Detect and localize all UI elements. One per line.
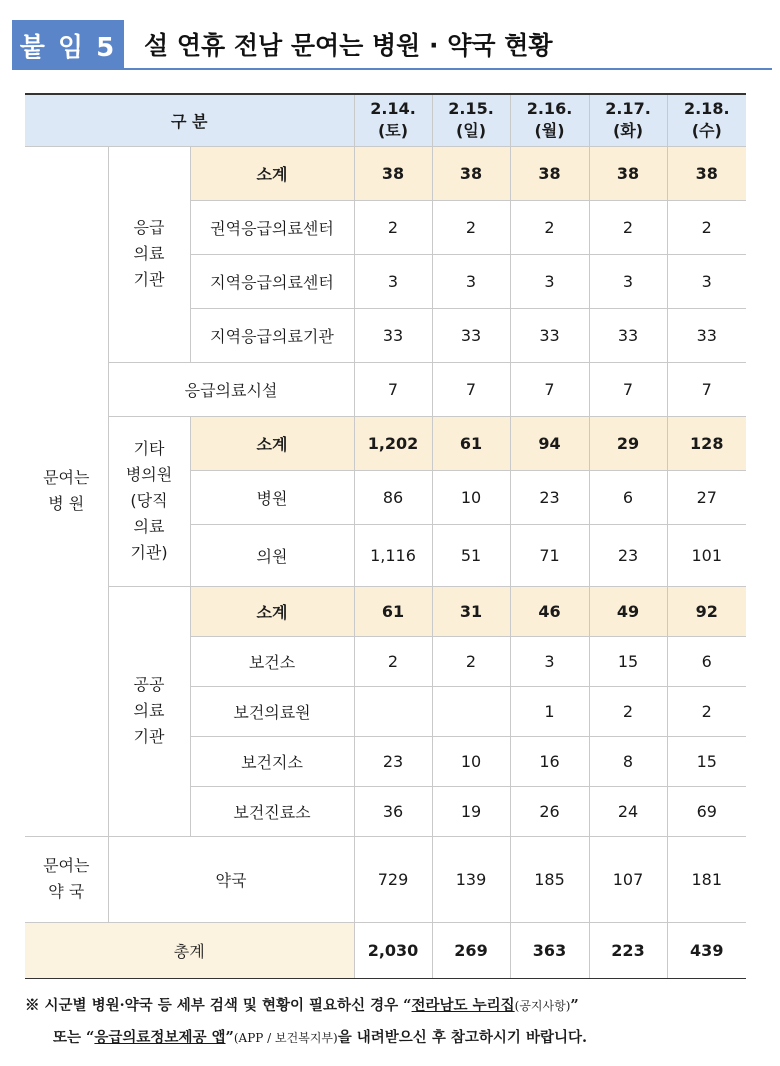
- cell-value: 38: [667, 146, 746, 200]
- row-label: 권역응급의료센터: [190, 200, 354, 254]
- row-label: 병원: [190, 470, 354, 524]
- table-row: [25, 146, 746, 200]
- cell-value: 363: [510, 922, 589, 978]
- cell-value: [432, 686, 510, 736]
- cell-value: 181: [667, 836, 746, 922]
- cell-value: 1,116: [354, 524, 432, 586]
- cell-value: 16: [510, 736, 589, 786]
- cell-value: 15: [667, 736, 746, 786]
- cell-value: 38: [510, 146, 589, 200]
- header-row: [25, 94, 746, 146]
- cell-value: 49: [589, 586, 667, 636]
- cell-value: 7: [354, 362, 432, 416]
- cell-value: 2,030: [354, 922, 432, 978]
- cell-value: 33: [432, 308, 510, 362]
- table-row: [25, 586, 746, 636]
- row-label: 보건진료소: [190, 786, 354, 836]
- category-emergency: 응급 의료 기관: [108, 146, 190, 362]
- row-label: 응급의료시설: [108, 362, 354, 416]
- cell-value: 3: [510, 636, 589, 686]
- date-header: 2.15. (일): [432, 94, 510, 146]
- cell-value: 2: [667, 686, 746, 736]
- cell-value: 729: [354, 836, 432, 922]
- total-row: [25, 922, 746, 978]
- cell-value: 31: [432, 586, 510, 636]
- status-table: [25, 93, 746, 979]
- row-label: 보건의료원: [190, 686, 354, 736]
- footnote-line-2: 또는 “응급의료정보제공 앱”(APP / 보건복지부)을 내려받으신 후 참고하시기 바랍니다.: [53, 1029, 588, 1046]
- cell-value: 2: [589, 200, 667, 254]
- row-label: 소계: [190, 416, 354, 470]
- cell-value: 19: [432, 786, 510, 836]
- cell-value: 38: [354, 146, 432, 200]
- cell-value: 33: [354, 308, 432, 362]
- row-label: 총계: [25, 922, 354, 978]
- cell-value: 3: [432, 254, 510, 308]
- cell-value: 2: [432, 636, 510, 686]
- cell-value: 3: [667, 254, 746, 308]
- cell-value: 2: [589, 686, 667, 736]
- category-other: 기타 병의원 (당직 의료 기관): [108, 416, 190, 586]
- cell-value: 26: [510, 786, 589, 836]
- cell-value: 33: [589, 308, 667, 362]
- date-header: 2.14. (토): [354, 94, 432, 146]
- row-label: 약국: [108, 836, 354, 922]
- cell-value: 7: [510, 362, 589, 416]
- cell-value: 23: [354, 736, 432, 786]
- cell-value: [354, 686, 432, 736]
- page-title: 설 연휴 전남 문여는 병원 · 약국 현황: [144, 31, 553, 60]
- row-label: 지역응급의료센터: [190, 254, 354, 308]
- header-underline: [124, 68, 772, 70]
- cell-value: 7: [432, 362, 510, 416]
- cell-value: 2: [354, 200, 432, 254]
- cell-value: 29: [589, 416, 667, 470]
- cell-value: 33: [667, 308, 746, 362]
- row-label: 보건지소: [190, 736, 354, 786]
- cell-value: 86: [354, 470, 432, 524]
- cell-value: 1,202: [354, 416, 432, 470]
- cell-value: 439: [667, 922, 746, 978]
- cell-value: 7: [667, 362, 746, 416]
- cell-value: 128: [667, 416, 746, 470]
- row-label: 소계: [190, 586, 354, 636]
- row-label: 의원: [190, 524, 354, 586]
- cell-value: 33: [510, 308, 589, 362]
- cell-value: 92: [667, 586, 746, 636]
- table-row: [25, 362, 746, 416]
- cell-value: 2: [432, 200, 510, 254]
- table-row: [25, 836, 746, 922]
- cell-value: 24: [589, 786, 667, 836]
- date-header: 2.18. (수): [667, 94, 746, 146]
- cell-value: 51: [432, 524, 510, 586]
- cell-value: 10: [432, 736, 510, 786]
- cell-value: 2: [667, 200, 746, 254]
- group-label-pharmacy: 문여는 약 국: [25, 836, 108, 922]
- cell-value: 61: [432, 416, 510, 470]
- date-header: 2.16. (월): [510, 94, 589, 146]
- cell-value: 1: [510, 686, 589, 736]
- cell-value: 2: [354, 636, 432, 686]
- cell-value: 3: [510, 254, 589, 308]
- cell-value: 23: [589, 524, 667, 586]
- attachment-badge: 붙 임 5: [12, 20, 124, 70]
- cell-value: 8: [589, 736, 667, 786]
- cell-value: 107: [589, 836, 667, 922]
- cell-value: 61: [354, 586, 432, 636]
- cell-value: 94: [510, 416, 589, 470]
- cell-value: 10: [432, 470, 510, 524]
- category-header: 구 분: [25, 94, 354, 146]
- cell-value: 223: [589, 922, 667, 978]
- cell-value: 36: [354, 786, 432, 836]
- emergency-info-app-link[interactable]: 응급의료정보제공 앱: [94, 1029, 226, 1046]
- cell-value: 71: [510, 524, 589, 586]
- cell-value: 101: [667, 524, 746, 586]
- footnote-line-1: ※ 시군별 병원·약국 등 세부 검색 및 현황이 필요하신 경우 “전라남도 누리집(공지사항)”: [25, 997, 579, 1014]
- table-row: [25, 416, 746, 470]
- jeonnam-website-link[interactable]: 전라남도 누리집: [411, 997, 515, 1014]
- cell-value: 269: [432, 922, 510, 978]
- page-header: [12, 12, 772, 70]
- cell-value: 6: [667, 636, 746, 686]
- cell-value: 46: [510, 586, 589, 636]
- date-header: 2.17. (화): [589, 94, 667, 146]
- cell-value: 139: [432, 836, 510, 922]
- category-public: 공공 의료 기관: [108, 586, 190, 836]
- cell-value: 2: [510, 200, 589, 254]
- row-label: 지역응급의료기관: [190, 308, 354, 362]
- cell-value: 38: [589, 146, 667, 200]
- row-label: 소계: [190, 146, 354, 200]
- group-label-hospital: 문여는 병 원: [25, 146, 108, 836]
- cell-value: 3: [354, 254, 432, 308]
- cell-value: 3: [589, 254, 667, 308]
- cell-value: 27: [667, 470, 746, 524]
- cell-value: 69: [667, 786, 746, 836]
- footnote: [25, 990, 765, 1054]
- cell-value: 7: [589, 362, 667, 416]
- cell-value: 6: [589, 470, 667, 524]
- cell-value: 38: [432, 146, 510, 200]
- row-label: 보건소: [190, 636, 354, 686]
- cell-value: 23: [510, 470, 589, 524]
- cell-value: 15: [589, 636, 667, 686]
- cell-value: 185: [510, 836, 589, 922]
